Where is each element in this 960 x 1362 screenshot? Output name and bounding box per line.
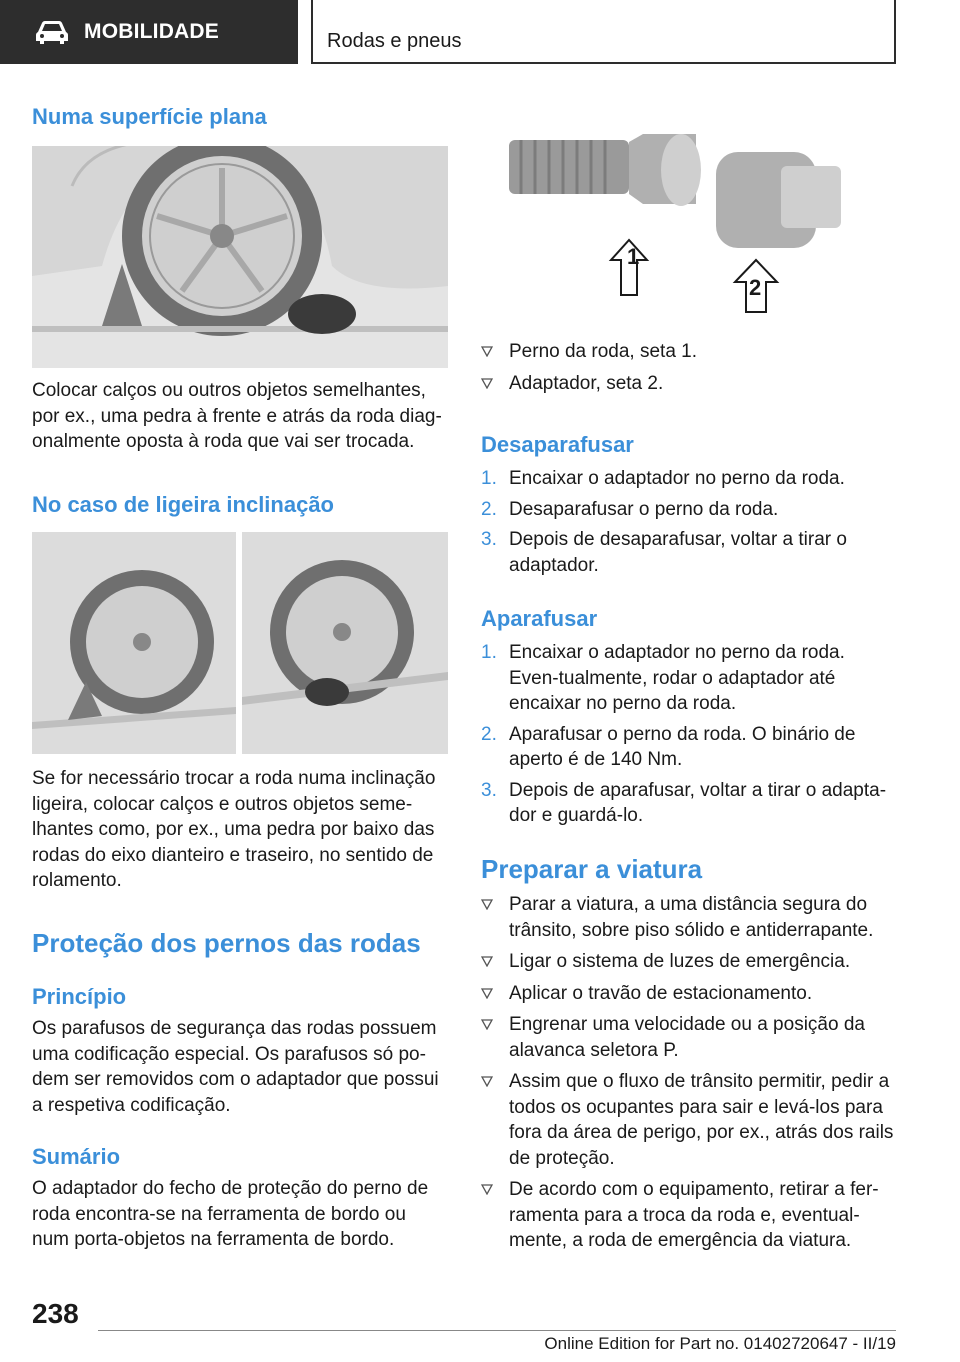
triangle-bullet-icon xyxy=(481,345,493,357)
heading-prepare-vehicle: Preparar a viatura xyxy=(481,854,703,884)
footer-divider xyxy=(98,1330,896,1331)
parts-list xyxy=(481,339,896,402)
list-item: Aplicar o travão de estacionamento. xyxy=(481,981,896,1007)
triangle-bullet-icon xyxy=(481,987,493,999)
heading-slight-incline: No caso de ligeira inclinação xyxy=(32,492,334,517)
list-item: Parar a viatura, a uma distância segura do trânsito, sobre piso sólido e antiderrapante. xyxy=(481,892,896,943)
heading-wheel-bolt-protection: Proteção dos pernos das rodas xyxy=(32,928,421,958)
heading-screw: Aparafusar xyxy=(481,606,598,631)
prepare-list xyxy=(481,892,896,1260)
unscrew-steps xyxy=(481,466,896,583)
list-item: 2. Aparafusar o perno da roda. O binário de aperto é de 140 Nm. xyxy=(481,723,856,770)
list-item: 3. Depois de desaparafusar, voltar a tirar o adaptador. xyxy=(481,529,847,576)
list-item: Ligar o sistema de luzes de emergência. xyxy=(481,949,896,975)
triangle-bullet-icon xyxy=(481,898,493,910)
text-flat-surface: Colocar calços ou outros objetos semelhantes, por ex., uma pedra à frente e atrás da roda diag-onalmente oposta à roda que vai ser trocada. xyxy=(32,380,442,452)
list-item: 2. Desaparafusar o perno da roda. xyxy=(481,498,779,520)
figure-label-1: 1 xyxy=(627,244,640,269)
triangle-bullet-icon xyxy=(481,1183,493,1195)
list-item: 1. Encaixar o adaptador no perno da roda. xyxy=(481,468,845,489)
illustration-slight-incline xyxy=(32,532,448,754)
list-item: Engrenar uma velocidade ou a posição da alavanca seletora P. xyxy=(481,1012,896,1063)
list-item: De acordo com o equipamento, retirar a fer-ramenta para a troca da roda e, eventual-mente, a roda de emergência da viatura. xyxy=(481,1177,896,1254)
list-item: 3. Depois de aparafusar, voltar a tirar o adapta-dor e guardá-lo. xyxy=(481,779,887,826)
page-number: 238 xyxy=(32,1298,79,1329)
list-item: Perno da roda, seta 1. xyxy=(481,339,896,365)
list-item: 1. Encaixar o adaptador no perno da roda. Even-tualmente, rodar o adaptador até encaixar no perno da roda. xyxy=(481,642,845,714)
section-tab xyxy=(0,0,298,64)
text-slight-incline: Se for necessário trocar a roda numa inclinação ligeira, colocar calços e outros objetos seme-lhantes como, por ex., uma pedra por baixo das rodas do eixo dianteiro e traseiro, no sentido de rolamento. xyxy=(32,768,436,891)
section-title: MOBILIDADE xyxy=(84,20,219,43)
illustration-flat-surface xyxy=(32,146,448,368)
heading-principle: Princípio xyxy=(32,984,127,1009)
heading-unscrew: Desaparafusar xyxy=(481,432,634,457)
triangle-bullet-icon xyxy=(481,955,493,967)
triangle-bullet-icon xyxy=(481,1075,493,1087)
text-summary: O adaptador do fecho de proteção do perno de roda encontra-se na ferramenta de bordo ou num porta-objetos na ferramenta de bordo. xyxy=(32,1178,429,1250)
chapter-tab xyxy=(311,0,896,64)
heading-summary: Sumário xyxy=(32,1144,121,1169)
figure-label-2: 2 xyxy=(749,275,762,300)
car-icon xyxy=(34,19,70,45)
illustration-bolt-adapter xyxy=(481,120,896,328)
list-item: Adaptador, seta 2. xyxy=(481,371,896,397)
triangle-bullet-icon xyxy=(481,377,493,389)
edition-note: Online Edition for Part no. 01402720647 - II/19 xyxy=(544,1334,896,1353)
text-principle: Os parafusos de segurança das rodas possuem uma codificação especial. Os parafusos só po-dem ser removidos com o adaptador que possui a respetiva codificação. xyxy=(32,1018,439,1116)
heading-flat-surface: Numa superfície plana xyxy=(32,104,267,129)
triangle-bullet-icon xyxy=(481,1018,493,1030)
screw-steps xyxy=(481,640,896,834)
list-item: Assim que o fluxo de trânsito permitir, pedir a todos os ocupantes para sair e levá-los para fora da área de perigo, por ex., atrás dos rails de proteção. xyxy=(481,1069,896,1171)
chapter-title: Rodas e pneus xyxy=(327,30,462,52)
